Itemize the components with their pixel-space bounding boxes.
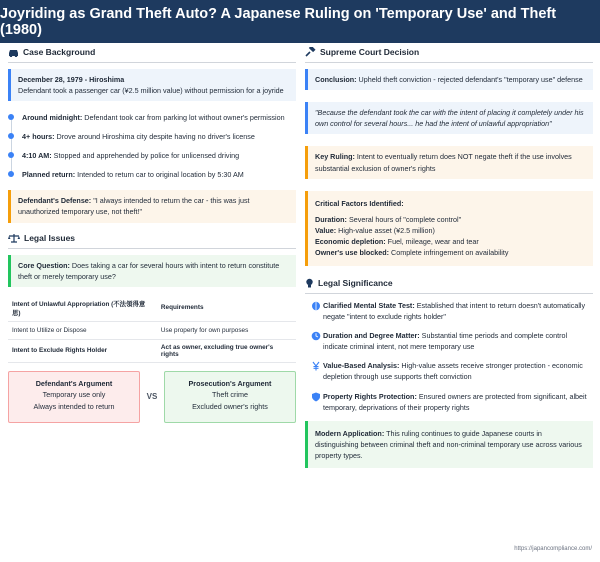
arguments-comparison bbox=[8, 371, 296, 423]
court-quote-box: "Because the defendant took the car with the intent of placing it completely under his own control for several hours... he had the intent of unlawful appropriation" bbox=[305, 102, 593, 134]
factor-item: Owner's use blocked: Complete infringement on availability bbox=[315, 248, 509, 258]
case-summary-box bbox=[8, 69, 296, 101]
car-icon bbox=[8, 48, 19, 57]
significance-item: Clarified Mental State Test: Established that intent to return doesn't automatically negate "intent to exclude rights holder" bbox=[309, 300, 593, 322]
timeline-item: Around midnight: Defendant took car from parking lot without owner's permission bbox=[8, 108, 296, 127]
right-column bbox=[305, 47, 593, 476]
page-header bbox=[0, 0, 600, 43]
left-column bbox=[8, 47, 296, 423]
significance-item: Value-Based Analysis: High-value assets receive stronger protection - economic depletion through use supports theft conviction bbox=[309, 360, 593, 382]
timeline bbox=[8, 108, 296, 184]
intent-table bbox=[8, 295, 296, 363]
significance-item: Property Rights Protection: Ensured owners are protected from significant, albeit temporary, deprivations of their property rights bbox=[309, 391, 593, 413]
core-question-box: Core Question: Does taking a car for several hours with intent to return constitute theft or merely temporary use? bbox=[8, 255, 296, 287]
defendant-argument-card: Defendant's Argument Temporary use only Always intended to return bbox=[8, 371, 140, 423]
legal-issues-heading: Legal Issues bbox=[8, 233, 296, 249]
defense-box: Defendant's Defense: "I always intended to return the car - this was just unauthorized temporary use, not theft!" bbox=[8, 190, 296, 222]
case-date: December 28, 1979 - Hiroshima bbox=[18, 75, 125, 84]
modern-application-box: Modern Application: This ruling continues to guide Japanese courts in distinguishing between criminal theft and non-criminal temporary use across various property types. bbox=[305, 421, 593, 468]
table-row: Intent to Utilize or Dispose Use property for own purposes bbox=[8, 321, 296, 339]
case-background-heading: Case Background bbox=[8, 47, 296, 63]
factor-item: Economic depletion: Fuel, mileage, wear and tear bbox=[315, 237, 479, 247]
significance-item: Duration and Degree Matter: Substantial time periods and complete control indicate criminal intent, not mere temporary use bbox=[309, 330, 593, 352]
clock-icon bbox=[309, 331, 323, 341]
conclusion-box: Conclusion: Upheld theft conviction - rejected defendant's "temporary use" defense bbox=[305, 69, 593, 90]
source-url: https://japancompliance.com/ bbox=[514, 546, 592, 552]
factor-item: Duration: Several hours of "complete control" bbox=[315, 214, 462, 224]
vs-label: VS bbox=[146, 392, 158, 402]
significance-heading: Legal Significance bbox=[305, 278, 593, 294]
timeline-item: 4:10 AM: Stopped and apprehended by police for unlicensed driving bbox=[8, 146, 296, 165]
timeline-item: Planned return: Intended to return car to original location by 5:30 AM bbox=[8, 165, 296, 184]
scales-icon bbox=[8, 233, 20, 243]
case-summary: Defendant took a passenger car (¥2.5 million value) without permission for a joyride bbox=[18, 86, 284, 96]
critical-factors-box: Critical Factors Identified: Duration: Several hours of "complete control" Value: High-value asset (¥2.5 million) Economic depletion: Fuel, mileage, wear and tear Owner's use blocked: Complete infringement on availability bbox=[305, 191, 593, 266]
key-ruling-box: Key Ruling: Intent to eventually return does NOT negate theft if the use involves substantial exclusion of owner's rights bbox=[305, 146, 593, 178]
prosecution-argument-card: Prosecution's Argument Theft crime Excluded owner's rights bbox=[164, 371, 296, 423]
lightbulb-icon bbox=[305, 278, 314, 288]
page-title: Joyriding as Grand Theft Auto? A Japanese Ruling on 'Temporary Use' and Theft (1980) bbox=[0, 5, 557, 38]
decision-heading: Supreme Court Decision bbox=[305, 47, 593, 63]
timeline-item: 4+ hours: Drove around Hiroshima city despite having no driver's license bbox=[8, 127, 296, 146]
gavel-icon bbox=[305, 47, 316, 57]
yen-icon bbox=[309, 361, 323, 371]
brain-icon bbox=[309, 301, 323, 311]
shield-icon bbox=[309, 392, 323, 402]
table-row: Intent to Exclude Rights Holder Act as owner, excluding true owner's rights bbox=[8, 339, 296, 362]
factor-item: Value: High-value asset (¥2.5 million) bbox=[315, 226, 435, 236]
table-row: Intent of Unlawful Appropriation (不法領得意思) Requirements bbox=[8, 295, 296, 322]
